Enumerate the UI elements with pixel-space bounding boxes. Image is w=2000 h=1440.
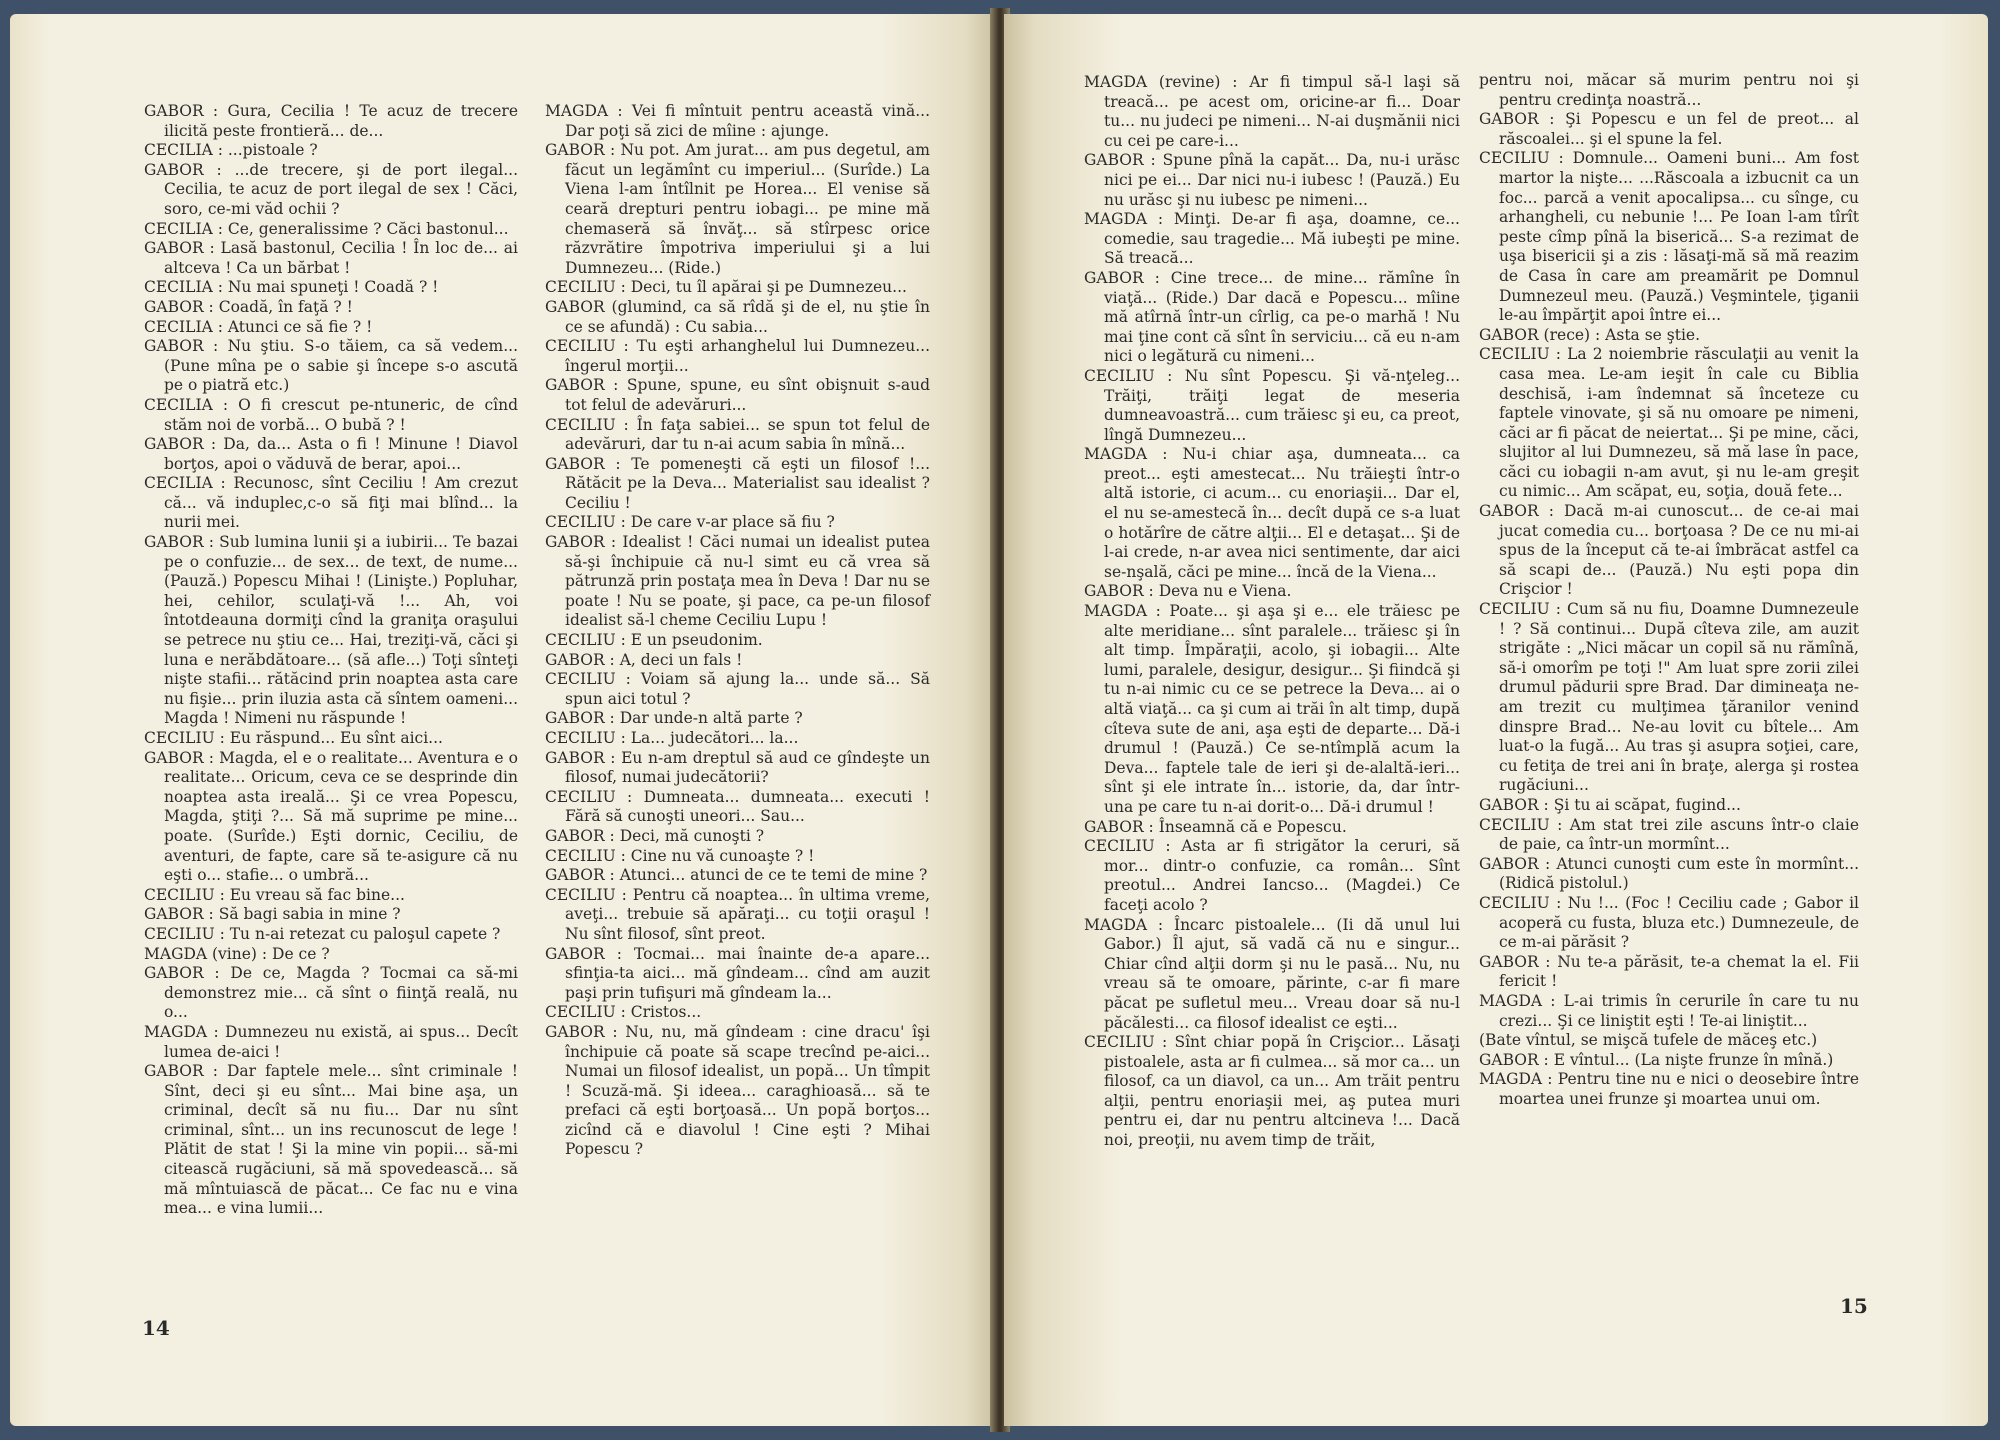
dialogue-line: CECILIU : Sînt chiar popă în Crişcior... Lăsaţi pistoalele, asta ar fi culmea... să mor ca... un filosof, ca un diavol, ca un... Am trăit pentru alţii, pentru enoriaşii mei, aş putea muri pentru ei, dar nu pentru altcineva !... Dacă noi, preoţii, nu avem timp de trăit, — [1084, 1033, 1460, 1150]
right-page — [1004, 14, 1988, 1426]
dialogue-line: GABOR : E vîntul... (La nişte frunze în mînă.) — [1479, 1050, 1834, 1069]
dialogue-line: CECILIU : Nu sînt Popescu. Şi vă-nţeleg... Trăiţi, trăiţi legat de meseria dumneavoastră... cum trăiesc şi eu, ca preot, lîngă Dumnezeu... — [1084, 366, 1460, 444]
dialogue-line: MAGDA (vine) : De ce ? — [144, 944, 330, 963]
dialogue-line: CECILIU : Cine nu vă cunoaşte ? ! — [545, 846, 815, 865]
dialogue-line: GABOR : Să bagi sabia in mine ? — [144, 905, 401, 924]
dialogue-line: GABOR (glumind, ca să rîdă şi de el, nu ştie în ce se afundă) : Cu sabia... — [545, 297, 930, 336]
dialogue-line: GABOR : Spune pînă la capăt... Da, nu-i urăsc nici pe ei... Dar nici nu-i iubesc ! (Pauză.) Eu nu urăsc şi nu iubesc pe nimeni... — [1084, 151, 1460, 209]
dialogue-line: GABOR : De ce, Magda ? Tocmai ca să-mi demonstrez mie... că sînt o fiinţă reală, nu o... — [144, 964, 518, 1022]
dialogue-line: CECILIA : Atunci ce să fie ? ! — [144, 317, 373, 336]
dialogue-line: GABOR : Dar faptele mele... sînt criminale ! Sînt, deci şi eu sînt... Mai bine aşa, un criminal, decît să nu fiu... Dar nu sînt criminal, sînt... un ins recunoscut de lege ! Plătit de stat ! Şi la mine vin popii... să-mi citească rugăciuni, să mă spovedească... să mă mîntuiască de păcat... Ce fac nu e vina mea... e vina lumii... — [144, 1062, 518, 1218]
dialogue-line: MAGDA : Încarc pistoalele... (Ii dă unul lui Gabor.) Îl ajut, să vadă că nu e singur... Chiar cînd alţii dorm şi nu le pasă... Nu, nu vreau să te omoare, părinte, c-ar fi mare păcat pe sufletul meu... Vreau doar să nu-l păcălesti... ca filosof idealist ce eşti... — [1084, 915, 1460, 1032]
dialogue-line: GABOR : A, deci un fals ! — [545, 650, 743, 669]
dialogue-line: GABOR : Dacă m-ai cunoscut... de ce-ai mai jucat comedia cu... borţoasa ? De ce nu mi-ai spus de la început că te-ai îmbrăcat astfel ca să scapi de... (Pauză.) Nu eşti popa din Crişcior ! — [1479, 502, 1859, 599]
dialogue-line: GABOR : Magda, el e o realitate... Aventura e o realitate... Oricum, ceva ce se desprinde din noaptea asta ireală... Şi ce vrea Popescu, Magda, ştiţi ?... Să mă suprime pe mine... poate. (Surîde.) Eşti dornic, Ceciliu, de aventuri, de fapte, care să te-asigure că nu eşti o... stafie... o umbră... — [144, 748, 518, 885]
dialogue-line: GABOR : Idealist ! Căci numai un idealist putea să-şi închipuie că nu-l simt eu că vrea să pătrunză prin postaţa mea în Deva ! Dar nu se poate ! Nu se poate, şi pace, ca pe-un filosof idealist să-l cheme Ceciliu Lupu ! — [545, 533, 930, 630]
dialogue-line: CECILIA : ...pistoale ? — [144, 141, 318, 160]
dialogue-line: GABOR : Tocmai... mai înainte de-a apare... sfinţia-ta aici... mă gîndeam... cînd am auzit paşi prin tufişuri mă gîndeam la... — [545, 944, 930, 1002]
dialogue-line: GABOR : Cine trece... de mine... rămîne în viaţă... (Ride.) Dar dacă e Popescu... mîine mă atîrnă într-un cîrlig, ca pe-o marhă ! Nu mai ţine cont că sînt în serviciu... că eu n-am nici o legătură cu nimeni... — [1084, 268, 1460, 366]
dialogue-line: CECILIU : Pentru că noaptea... în ultima vreme, aveţi... trebuie să apăraţi... cu toţii oraşul ! Nu sînt filosof, sînt preot. — [545, 885, 930, 943]
right-page-column-1 — [1084, 73, 1460, 1151]
dialogue-line: CECILIU : În faţa sabiei... se spun tot felul de adevăruri, dar tu n-ai acum sabia în mînă... — [545, 415, 930, 454]
dialogue-line: CECILIU : E un pseudonim. — [545, 631, 763, 650]
dialogue-line: CECILIA : O fi crescut pe-ntuneric, de cînd stăm noi de vorbă... O bubă ? ! — [144, 395, 518, 434]
dialogue-line: CECILIU : Cum să nu fiu, Doamne Dumnezeule ! ? Să continui... După cîteva zile, am auzit strigăte : „Nici măcar un copil să nu rămînă, să-i omorîm pe toţi !" Am luat spre zorii zilei drumul pădurii spre Brad. Dar dimineaţa ne-am trezit cu mulţimea ţăranilor venind dinspre Brad... Ne-au lovit cu bîtele... Am luat-o la fugă... Au tras şi asupra soţiei, care, cu fetiţa de trei ani în braţe, alerga şi rostea rugăciuni... — [1479, 600, 1859, 795]
dialogue-line: GABOR : Te pomeneşti că eşti un filosof !... Rătăcit pe la Deva... Materialist sau idealist ? Ceciliu ! — [545, 454, 930, 512]
dialogue-line: GABOR : Deci, mă cunoşti ? — [545, 826, 765, 845]
dialogue-line: GABOR : Lasă bastonul, Cecilia ! În loc de... ai altceva ! Ca un bărbat ! — [144, 239, 518, 277]
dialogue-line: CECILIU : De care v-ar place să fiu ? — [545, 513, 835, 532]
page-number-right: 15 — [1840, 1294, 1868, 1318]
dialogue-line: GABOR (rece) : Asta se ştie. — [1479, 325, 1701, 344]
dialogue-line: GABOR : Şi tu ai scăpat, fugind... — [1479, 795, 1741, 814]
dialogue-line: GABOR : Nu ştiu. S-o tăiem, ca să vedem... (Pune mîna pe o sabie şi începe s-o ascută pe o piatră etc.) — [144, 337, 518, 395]
dialogue-line: CECILIU : Cristos... — [545, 1003, 702, 1022]
left-page-column-1 — [144, 102, 518, 1219]
right-page-column-2 — [1479, 71, 1859, 1109]
dialogue-line: GABOR : Atunci... atunci de ce te temi de mine ? — [545, 866, 928, 885]
dialogue-line: GABOR : Coadă, în faţă ? ! — [144, 297, 353, 316]
dialogue-line: (Bate vîntul, se mişcă tufele de măceş etc.) — [1479, 1031, 1818, 1050]
dialogue-line: CECILIU : Domnule... Oameni buni... Am fost martor la nişte... ...Răscoala a izbucnit ca un foc... parcă a venit apocalipsa... cu sînge, cu arhangheli, cu nebunie !... Pe Ioan l-am tîrît peste cîmp pînă la biserică... S-a rezimat de uşa bisericii şi a zis : lăsaţi-mă să mă reazim de Casa în care am preamărit pe Domnul Dumnezeul meu. (Pauză.) Veşmintele, ţiganii le-au împărţit apoi între ei... — [1479, 149, 1859, 325]
dialogue-line: GABOR : ...de trecere, şi de port ilegal... Cecilia, te acuz de port ilegal de sex ! Căci, soro, ce-mi văd ochii ? — [144, 160, 518, 218]
dialogue-line: CECILIA : Recunosc, sînt Ceciliu ! Am crezut că... vă induplec,c-o să fiţi mai blînd... la nurii mei. — [144, 474, 518, 532]
dialogue-line: GABOR : Da, da... Asta o fi ! Minune ! Diavol borţos, apoi o văduvă de berar, apoi... — [144, 435, 518, 473]
dialogue-line: pentru noi, măcar să murim pentru noi şi pentru credinţa noastră... — [1479, 71, 1859, 109]
dialogue-line: CECILIU : Dumneata... dumneata... executi ! Fără să cunoşti uneori... Sau... — [545, 787, 930, 826]
dialogue-line: GABOR : Atunci cunoşti cum este în mormînt... (Ridică pistolul.) — [1479, 854, 1859, 893]
page-number-left: 14 — [142, 1316, 170, 1340]
dialogue-line: CECILIU : Deci, tu îl apărai şi pe Dumnezeu... — [545, 278, 907, 297]
dialogue-line: GABOR : Şi Popescu e un fel de preot... al răscoalei... şi el spune la fel. — [1479, 110, 1859, 148]
dialogue-line: MAGDA (revine) : Ar fi timpul să-l laşi să treacă... pe acest om, oricine-ar fi... Doar tu... nu judeci pe nimeni... N-ai duşmănii nici cu cei pe care-i... — [1084, 73, 1460, 150]
dialogue-line: CECILIU : La... judecători... la... — [545, 729, 799, 747]
dialogue-line: GABOR : Gura, Cecilia ! Te acuz de trecere ilicită peste frontieră... de... — [144, 102, 518, 140]
dialogue-line: GABOR : Înseamnă că e Popescu. — [1084, 817, 1347, 836]
dialogue-line: MAGDA : Poate... şi aşa şi e... ele trăiesc pe alte meridiane... sînt paralele... trăiesc şi în alt timp. Împăraţii, acolo, şi iobagii... Alte lumi, paralele, desigur, desigur... Şi fiindcă şi tu n-ai nimic cu ce se petrece la Deva... ai o altă viaţă... ca şi cum ai trăi în alt timp, după cîteva sute de ani, aşa eşti de departe... Dă-i drumul ! (Pauză.) Ce se-ntîmplă acum la Deva... faptele tale de ieri şi de-alaltă-ieri... sînt şi ele intrate în... istorie, da, dar într-una pe care tu n-ai dorit-o... Dă-i drumul ! — [1084, 602, 1460, 816]
dialogue-line: GABOR : Deva nu e Viena. — [1084, 582, 1292, 601]
dialogue-line: MAGDA : L-ai trimis în cerurile în care tu nu crezi... Şi ce liniştit eşti ! Te-ai liniştit... — [1479, 991, 1859, 1030]
dialogue-line: CECILIU : Eu vreau să fac bine... — [144, 885, 405, 904]
dialogue-line: GABOR : Nu pot. Am jurat... am pus degetul, am făcut un legămînt cu imperiul... (Surîde.) La Viena l-am întîlnit pe Horea... El venise să ceară drepturi pentru iobagi... pe mine mă chemaseră să învăţ... să stîrpesc orice răzvrătire împotriva imperiului şi a lui Dumnezeu... (Ride.) — [545, 141, 930, 277]
dialogue-line: CECILIA : Ce, generalissime ? Căci bastonul... — [144, 219, 509, 238]
dialogue-line: GABOR : Nu, nu, mă gîndeam : cine dracu' îşi închipuie că poate să scape trecînd pe-aici... Numai un filosof idealist, un popă... Un tîmpit ! Scuză-mă. Şi ideea... caraghioasă... să te prefaci că eşti borţoasă... Un popă borţos... zicînd că e diavolul ! Cine eşti ? Mihai Popescu ? — [545, 1022, 930, 1159]
dialogue-line: MAGDA : Dumnezeu nu există, ai spus... Decît lumea de-aici ! — [144, 1022, 518, 1061]
dialogue-line: MAGDA : Pentru tine nu e nici o deosebire între moartea unei frunze şi moartea unui om. — [1479, 1070, 1859, 1108]
dialogue-line: CECILIU : Asta ar fi strigător la ceruri, să mor... dintr-o confuzie, ca român... Sînt preotul... Andrei Iancso... (Magdei.) Ce faceţi acolo ? — [1084, 837, 1460, 914]
left-page — [10, 14, 996, 1426]
dialogue-line: GABOR : Dar unde-n altă parte ? — [545, 709, 803, 728]
dialogue-line: MAGDA : Nu-i chiar aşa, dumneata... ca preot... eşti amestecat... Nu trăieşti într-o altă istorie, ci acum... cu enoriaşii... Dar el, el nu se-amestecă în... decît după ce s-a luat o hotărîre de către alţii... El e detaşat... Şi de l-ai crede, n-ar avea nici sentimente, dar aici se-nşală, căci pe mine... încă de la Viena... — [1084, 445, 1460, 581]
dialogue-line: GABOR : Sub lumina lunii şi a iubirii... Te bazai pe o confuzie... de sex... de text, de nume... (Pauză.) Popescu Mihai ! (Linişte.) Popluhar, hei, cehilor, sculaţi-vă !... Ah, voi întotdeauna dormiţi cînd la graniţa oraşului se petrece nu ştiu ce... Hai, treziţi-vă, căci şi luna e nerăbdătoare... (să afle...) Toţi sînteţi nişte stafii... rătăcind prin noaptea asta care nu fişie... prin iluzia asta că sîntem oameni... Magda ! Nimeni nu răspunde ! — [144, 533, 518, 728]
dialogue-line: CECILIU : Voiam să ajung la... unde să... Să spun aici totul ? — [545, 670, 930, 708]
dialogue-line: MAGDA : Minţi. De-ar fi aşa, doamne, ce... comedie, sau tragedie... Mă iubeşti pe mine. Să treacă... — [1084, 210, 1460, 268]
dialogue-line: CECILIU : Nu !... (Foc ! Ceciliu cade ; Gabor il acoperă cu fusta, bluza etc.) Dumnezeule, de ce m-ai părăsit ? — [1479, 893, 1859, 952]
dialogue-line: CECILIU : Am stat trei zile ascuns într-o claie de paie, ca într-un mormînt... — [1479, 815, 1859, 854]
dialogue-line: CECILIA : Nu mai spuneţi ! Coadă ? ! — [144, 278, 439, 297]
dialogue-line: CECILIU : La 2 noiembrie răsculaţii au venit la casa mea. Le-am ieşit în cale cu Biblia deschisă, i-am îndemnat să înceteze cu faptele vinovate, şi să nu omoare pe nimeni, căci ar fi păcat de neiertat... Şi pe mine, căci, slujitor al lui Dumnezeu, să mă lase în pace, căci cu iobagii n-am avut, şi nu le-am greşit cu nimic... Am scăpat, eu, soţia, două fete... — [1479, 345, 1859, 501]
dialogue-line: CECILIU : Tu n-ai retezat cu paloşul capete ? — [144, 924, 501, 943]
dialogue-line: CECILIU : Tu eşti arhanghelul lui Dumnezeu... îngerul morţii... — [545, 337, 930, 375]
dialogue-line: GABOR : Spune, spune, eu sînt obişnuit s-aud tot felul de adevăruri... — [545, 376, 930, 414]
left-page-column-2 — [545, 102, 930, 1160]
dialogue-line: MAGDA : Vei fi mîntuit pentru această vină... Dar poţi să zici de mîine : ajunge. — [545, 102, 930, 140]
dialogue-line: CECILIU : Eu răspund... Eu sînt aici... — [144, 729, 443, 747]
dialogue-line: GABOR : Nu te-a părăsit, te-a chemat la el. Fii fericit ! — [1479, 952, 1859, 991]
dialogue-line: GABOR : Eu n-am dreptul să aud ce gîndeşte un filosof, numai judecătorii? — [545, 748, 930, 787]
